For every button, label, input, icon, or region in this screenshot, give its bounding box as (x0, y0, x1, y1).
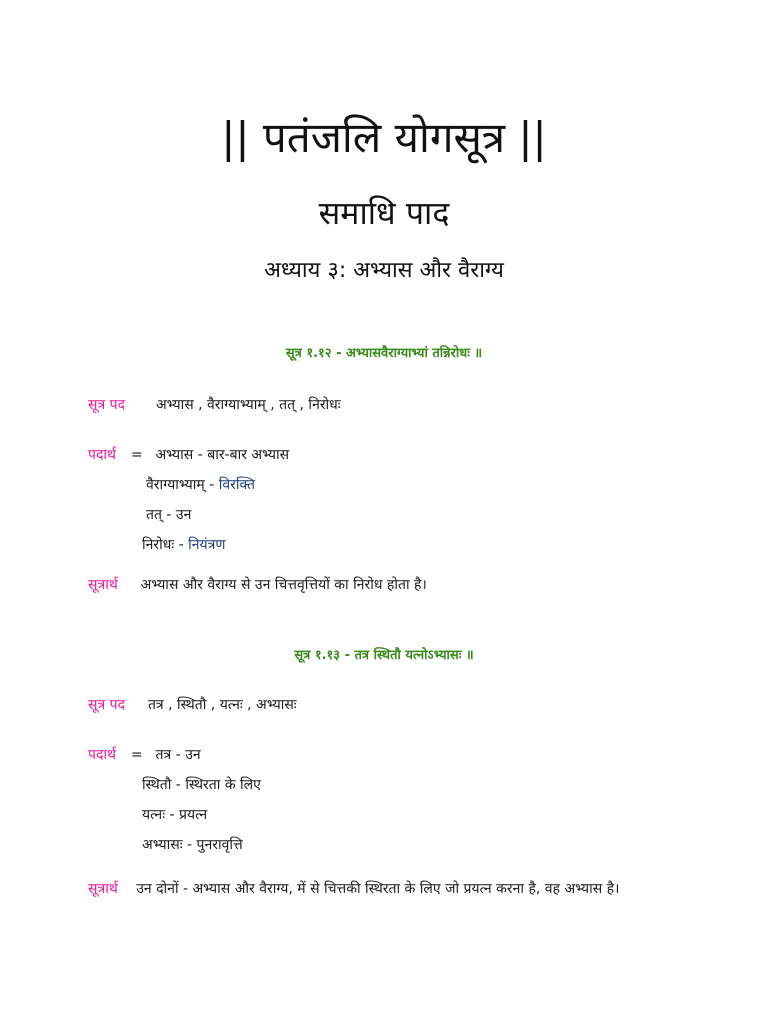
meaning-text: पुनरावृत्ति (196, 837, 243, 853)
sutra-pada-label: सूत्र पद (88, 697, 126, 713)
sutra-pada-row (88, 694, 297, 716)
meaning-row (142, 534, 226, 556)
meaning-term: स्थितौ - (142, 777, 181, 793)
meaning-row (146, 504, 191, 526)
meaning-term: तत् - (146, 507, 172, 523)
meaning-text: स्थिरता के लिए (185, 777, 261, 793)
meaning-text: प्रयत्न (178, 807, 208, 823)
sutrartha-label: सूत्रार्थ (88, 577, 118, 593)
meaning-text: विरक्ति (218, 477, 255, 493)
sutra-heading: सूत्र १.१३ - तत्र स्थितौ यत्नोऽभ्यासः ॥ (294, 648, 474, 663)
meaning-term: अभ्यासः - (142, 837, 193, 853)
sutrartha-row (88, 574, 427, 596)
sutra-pada-text: अभ्यास , वैराग्याभ्याम् , तत् , निरोधः (155, 397, 341, 413)
padartha-row (88, 744, 201, 766)
meaning-term: वैराग्याभ्याम् - (146, 477, 215, 493)
meaning-row (142, 834, 243, 856)
padartha-row (88, 444, 289, 466)
chapter-heading: अध्याय ३: अभ्यास और वैराग्य (264, 258, 504, 283)
meaning-term: अभ्यास - (155, 447, 203, 463)
sutrartha-row (88, 874, 678, 904)
sutrartha-label: सूत्रार्थ (88, 881, 118, 897)
meaning-text: नियंत्रण (188, 537, 226, 553)
meaning-text: बार-बार अभ्यास (202, 447, 290, 463)
sutra-pada-label: सूत्र पद (88, 397, 126, 413)
meaning-text: उन (175, 507, 192, 523)
padartha-label: पदार्थ (88, 447, 116, 463)
sutra-heading: सूत्र १.१२ - अभ्यासवैराग्याभ्यां तन्निरोधः ॥ (285, 346, 483, 361)
section-subtitle: समाधि पाद (318, 194, 450, 232)
meaning-term: यत्नः - (142, 807, 175, 823)
padartha-equals: = (130, 447, 143, 463)
sutra-pada-row (88, 394, 341, 416)
document-title: || पतंजलि योगसूत्र || (221, 113, 547, 162)
sutrartha-text: अभ्यास और वैराग्य से उन चित्तवृत्तियों का निरोध होता है। (140, 577, 427, 593)
meaning-text: उन (185, 747, 201, 763)
meaning-row (146, 474, 255, 496)
meaning-term: तत्र - (155, 747, 181, 763)
padartha-equals: = (130, 747, 143, 763)
meaning-term: निरोधः - (142, 537, 184, 553)
sutrartha-text: उन दोनों - अभ्यास और वैराग्य, में से चित्तकी स्थिरता के लिए जो प्रयत्न करना है, वह अभ्यास है। (136, 881, 620, 897)
padartha-label: पदार्थ (88, 747, 116, 763)
sutra-pada-text: तत्र , स्थितौ , यत्नः , अभ्यासः (147, 697, 297, 713)
meaning-row (142, 804, 207, 826)
meaning-row (142, 774, 261, 796)
